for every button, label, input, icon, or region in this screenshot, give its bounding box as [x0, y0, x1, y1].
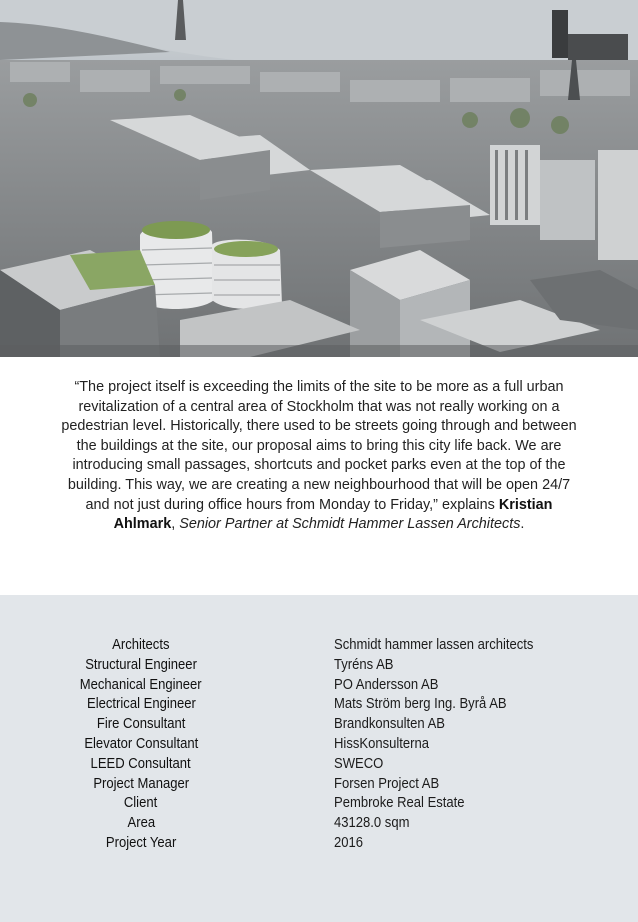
- credit-value: [334, 834, 638, 854]
- credit-value-text: Tyréns AB: [334, 656, 394, 673]
- quote-speaker-role: Senior Partner at Schmidt Hammer Lassen Architects: [179, 515, 521, 533]
- credit-label-text: Electrical Engineer: [86, 696, 196, 713]
- aerial-city-illustration: [0, 0, 638, 357]
- credit-label-text: Mechanical Engineer: [80, 676, 202, 693]
- credit-row: [0, 775, 638, 795]
- credit-spacer: [282, 755, 334, 775]
- credit-value-text: 2016: [334, 834, 364, 851]
- credit-row: [0, 794, 638, 814]
- quote-end: .: [520, 515, 525, 533]
- quote-speaker: Kristian Ahlmark: [113, 495, 553, 533]
- credit-row: [0, 715, 638, 735]
- credit-row: [0, 814, 638, 834]
- credit-label: [0, 735, 282, 755]
- credit-label-text: Project Year: [105, 834, 177, 851]
- credit-row: [0, 755, 638, 775]
- aerial-city-photo: [0, 0, 638, 357]
- credit-label-text: Area: [127, 815, 155, 832]
- credit-label: [0, 834, 282, 854]
- credit-value-text: 43128.0 sqm: [334, 815, 410, 832]
- credit-value: [334, 715, 638, 735]
- credit-label-text: Elevator Consultant: [84, 735, 198, 752]
- credit-label-text: Project Manager: [93, 775, 189, 792]
- quote-text: “The project itself is exceeding the limits of the site to be more as a full urban revitalization of a central area of Stockholm that was not really working on a pedestrian level. Historically, there used to be streets going through and between the buildings at the site, our proposal aims to bring this city life back. We are introducing small passages, shortcuts and pocket parks even at the top of the building. This way, we are creating a new neighbourhood that will be open 24/7 and not just during office hours from Monday to Friday,” explains: [61, 378, 577, 513]
- credit-value: [334, 794, 638, 814]
- credit-spacer: [282, 656, 334, 676]
- credit-label-text: Fire Consultant: [96, 716, 186, 733]
- credit-value-text: Schmidt hammer lassen architects: [334, 637, 534, 653]
- credit-spacer: [282, 676, 334, 696]
- credit-value-text: Mats Ström berg Ing. Byrå AB: [334, 696, 507, 713]
- credit-spacer: [282, 775, 334, 795]
- credit-spacer: [282, 814, 334, 834]
- quote-paragraph: [61, 377, 577, 534]
- credit-value-text: Forsen Project AB: [334, 775, 440, 792]
- credit-value: [334, 775, 638, 795]
- credit-label: [0, 676, 282, 696]
- credit-row: [0, 656, 638, 676]
- credit-row: [0, 695, 638, 715]
- credits-table: [0, 636, 638, 854]
- credit-label: [0, 814, 282, 834]
- credit-spacer: [282, 834, 334, 854]
- credit-label-text: Client: [124, 795, 158, 812]
- credit-row: [0, 834, 638, 854]
- credit-spacer: [282, 794, 334, 814]
- credit-label: [0, 656, 282, 676]
- credit-label: [0, 755, 282, 775]
- credit-label-text: Structural Engineer: [85, 656, 197, 673]
- credit-value-text: Pembroke Real Estate: [334, 795, 465, 812]
- credit-value-text: HissKonsulterna: [334, 735, 430, 752]
- project-credits-panel: [0, 595, 638, 922]
- credit-label: [0, 695, 282, 715]
- credit-label: [0, 715, 282, 735]
- credit-label: [0, 775, 282, 795]
- credit-value-text: Brandkonsulten AB: [334, 716, 446, 733]
- credit-spacer: [282, 715, 334, 735]
- credit-spacer: [282, 636, 334, 656]
- credit-value: [334, 814, 638, 834]
- credit-value: [334, 735, 638, 755]
- credit-value: [334, 755, 638, 775]
- credit-value-text: SWECO: [334, 755, 384, 772]
- credit-value: [334, 656, 638, 676]
- credit-row: [0, 735, 638, 755]
- credit-spacer: [282, 695, 334, 715]
- quote-separator: ,: [171, 515, 180, 533]
- credit-row: [0, 636, 638, 656]
- credit-label: [0, 794, 282, 814]
- credit-value: [334, 676, 638, 696]
- credit-spacer: [282, 735, 334, 755]
- credit-value: [334, 636, 638, 656]
- credit-label-text: LEED Consultant: [90, 755, 192, 772]
- credit-row: [0, 676, 638, 696]
- credit-label: [0, 636, 282, 656]
- credit-value-text: PO Andersson AB: [334, 676, 439, 693]
- credit-value: [334, 695, 638, 715]
- credit-label-text: Architects: [112, 637, 170, 653]
